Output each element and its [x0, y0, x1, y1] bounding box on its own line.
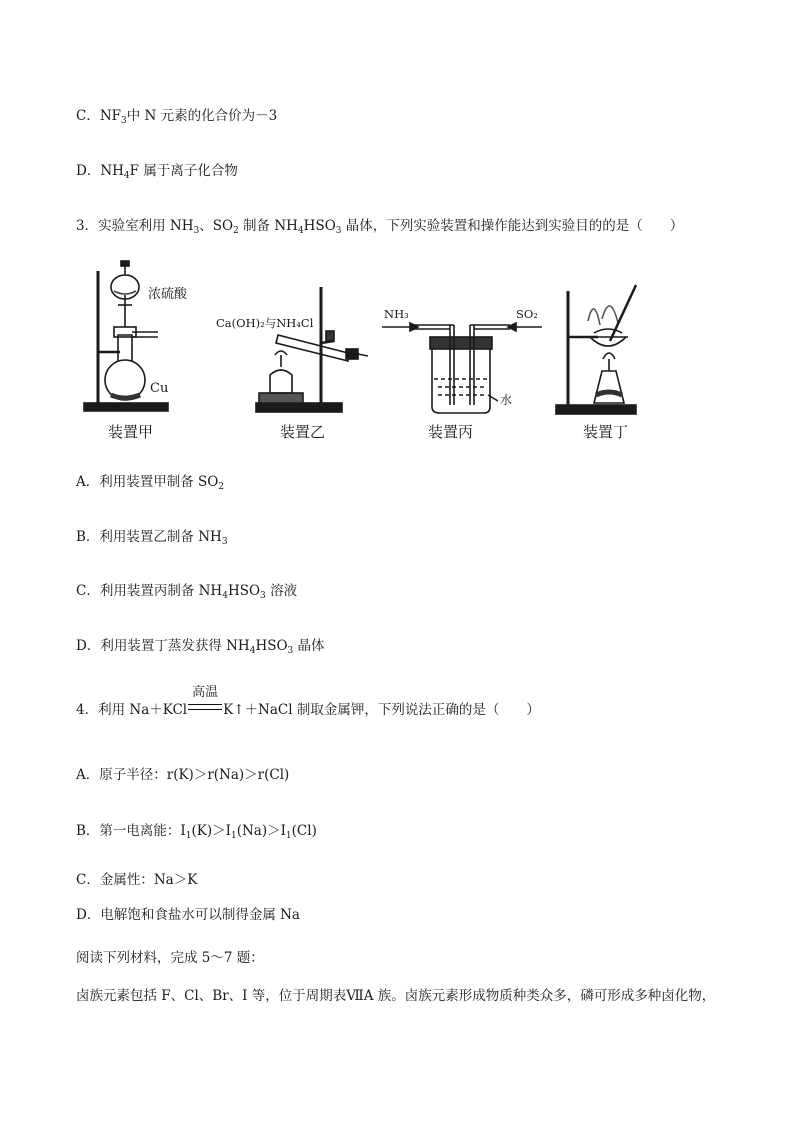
apparatus-ding-drawing — [556, 285, 636, 414]
label-concentrated-sulfuric-acid: 浓硫酸 — [148, 287, 188, 302]
reading-intro: 阅读下列材料，完成 5～7 题： — [76, 950, 264, 966]
q3-option-b: B．利用装置乙制备 $NH_3$ — [76, 529, 228, 547]
apparatus-figure — [78, 255, 653, 443]
q2-option-c: C．$NF_3$中 N 元素的化合价为－3 — [76, 108, 278, 126]
label-water: 水 — [500, 393, 513, 407]
q4-option-c: C．金属性：Na＞K — [76, 872, 198, 888]
q3-option-d: D．利用装置丁蒸发获得 $NH_4HSO_3$ 晶体 — [76, 638, 325, 656]
label-so2: SO₂ — [516, 307, 538, 321]
question-3-stem: 3．实验室利用 $NH_3$、$SO_2$ 制备 $NH_4HSO_3$ 晶体，下列实验装置和操作能达到实验目的的是（ ） — [76, 218, 684, 236]
caption-apparatus-ding: 装置丁 — [583, 423, 629, 441]
label-nh3: NH₃ — [384, 307, 409, 321]
q3-option-a: A．利用装置甲制备 $SO_2$ — [76, 474, 225, 492]
caption-apparatus-yi: 装置乙 — [280, 423, 326, 441]
reading-material: 卤族元素包括 F、Cl、Br、I 等，位于周期表ⅦA 族。卤族元素形成物质种类众多，磷可形成多种卤化物， — [76, 988, 716, 1004]
caption-apparatus-bing: 装置丙 — [428, 423, 474, 441]
q2-option-d: D．$NH_4F$ 属于离子化合物 — [76, 163, 238, 181]
apparatus-bing-drawing — [382, 323, 542, 413]
q4-option-b: B．第一电离能：$I_1(K)>I_1(Na)>I_1(Cl)$ — [76, 823, 317, 841]
reaction-arrow-high-temperature: 高温 — [188, 700, 222, 720]
caption-apparatus-jia: 装置甲 — [108, 423, 154, 441]
q4-option-d: D．电解饱和食盐水可以制得金属 Na — [76, 907, 300, 923]
question-4-stem: 4．利用 Na＋KCl 高温 K↑＋NaCl 制取金属钾，下列说法正确的是（ ） — [76, 685, 540, 718]
apparatus-yi-drawing — [256, 287, 368, 412]
q3-option-c: C．利用装置丙制备 $NH_4HSO_3$ 溶液 — [76, 583, 298, 601]
q4-option-a: A．原子半径：r(K)＞r(Na)＞r(Cl) — [76, 767, 290, 783]
label-caoh2-nh4cl: Ca(OH)₂与NH₄Cl — [216, 316, 314, 330]
label-cu: Cu — [150, 381, 169, 396]
